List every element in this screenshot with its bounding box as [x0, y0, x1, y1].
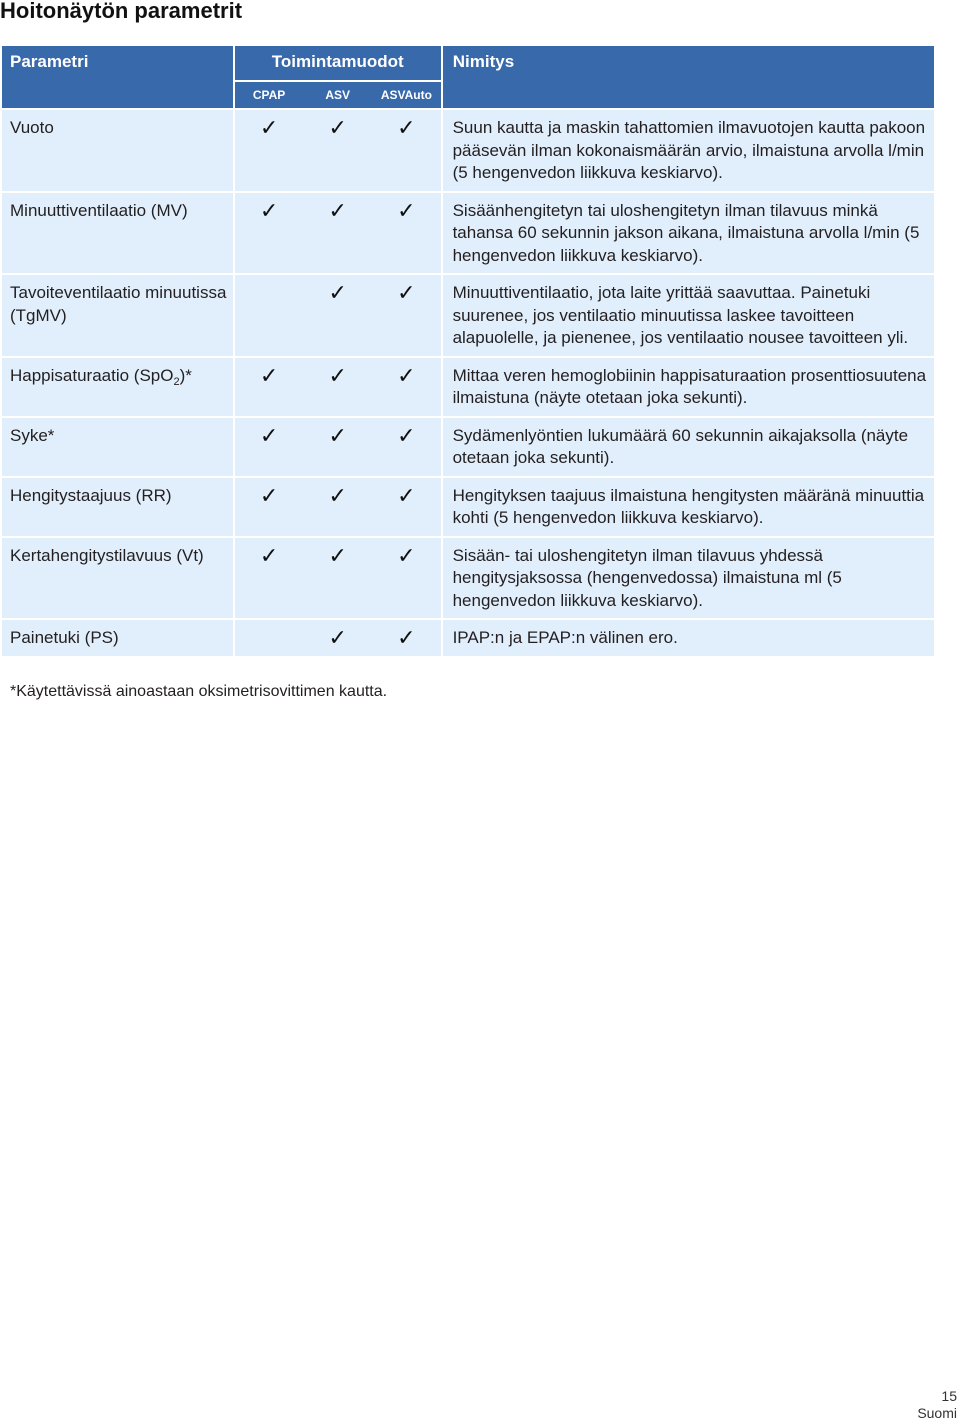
description-cell: [443, 275, 934, 356]
parameter-name: Tavoiteventilaatio minuutissa (TgMV): [10, 283, 227, 325]
mode-asv: ASV: [325, 88, 351, 102]
table-row: [2, 538, 934, 619]
description-text: Hengityksen taajuus ilmaistuna hengitysten määränä minuuttia kohti (5 hengenvedon liikkuva keskiarvo).: [452, 485, 925, 527]
parameter-cell: [2, 110, 233, 191]
table-row: [2, 110, 934, 191]
header-name: [443, 46, 934, 108]
parameter-cell: [2, 538, 233, 619]
description-text: Minuuttiventilaatio, jota laite yrittää saavuttaa. Painetuki suurenee, jos ventilaatio minuutissa laskee tavoitteen alapuolelle, ja pienenee, jos ventilaatio nousee tavoitteen yli.: [452, 283, 909, 347]
parameter-cell: [2, 418, 233, 476]
header-modes-label: Toimintamuodot: [271, 52, 404, 71]
parameter-cell: [2, 275, 233, 356]
description-cell: [443, 418, 934, 476]
table-header: [2, 46, 934, 108]
table-row: [2, 620, 934, 656]
modes-cell: [235, 478, 441, 536]
checkmark-icon: ✓: [397, 115, 416, 140]
parameter-cell: [2, 193, 233, 274]
description-text: Sydämenlyöntien lukumäärä 60 sekunnin aikajaksolla (näyte otetaan joka sekunti).: [452, 425, 909, 467]
checkmark-icon: ✓: [397, 542, 416, 568]
parameter-cell: [2, 358, 233, 416]
checkmark-icon: ✓: [259, 482, 279, 508]
parameter-cell: [2, 478, 233, 536]
checkmark-icon: ✓: [259, 362, 279, 388]
page-language: Suomi: [917, 1405, 957, 1421]
modes-cell: [235, 110, 441, 191]
header-name-label: Nimitys: [452, 52, 515, 71]
checkmark-icon: ✓: [259, 115, 279, 140]
description-cell: [443, 538, 934, 619]
modes-cell: [235, 193, 441, 274]
description-text: Sisäänhengitetyn tai uloshengitetyn ilman tilavuus minkä tahansa 60 sekunnin jakson aikana, ilmaistuna arvolla l/min (5 hengenvedon liikkuva keskiarvo).: [452, 200, 920, 265]
checkmark-icon: ✓: [397, 362, 416, 388]
table-row: [2, 193, 934, 274]
footnote: *Käytettävissä ainoastaan oksimetrisovittimen kautta.: [10, 683, 388, 700]
header-mode-list: [235, 82, 441, 108]
description-text: Suun kautta ja maskin tahattomien ilmavuotojen kautta pakoon pääsevän ilman kokonaismäärän arvio, ilmaistuna arvolla l/min (5 hengenvedon liikkuva keskiarvo).: [452, 118, 926, 182]
checkmark-icon: ✓: [328, 542, 347, 568]
modes-cell: [235, 538, 441, 619]
parameter-name: Painetuki (PS): [10, 628, 119, 647]
header-parameter-label: Parametri: [10, 52, 89, 71]
checkmark-icon: ✓: [328, 197, 347, 223]
parameter-name: Happisaturaatio (SpO: [10, 365, 174, 385]
checkmark-icon: ✓: [328, 482, 347, 508]
table-row: [2, 418, 934, 476]
checkmark-icon: ✓: [328, 625, 347, 650]
checkmark-icon: ✓: [397, 280, 416, 305]
modes-cell: [235, 358, 441, 416]
parameters-table: [2, 46, 934, 656]
checkmark-icon: ✓: [397, 197, 416, 223]
mode-cpap: CPAP: [252, 88, 286, 102]
page-title: Hoitonäytön parametrit: [0, 0, 243, 23]
checkmark-icon: ✓: [328, 422, 347, 448]
description-cell: [443, 193, 934, 274]
modes-cell: [235, 418, 441, 476]
page-footer: [917, 1388, 957, 1422]
table-row: [2, 275, 934, 356]
modes-cell: [235, 620, 441, 656]
parameter-suffix: )*: [179, 365, 192, 385]
empty-check-slot: [235, 282, 304, 350]
description-text: Sisään- tai uloshengitetyn ilman tilavuus yhdessä hengitysjaksossa (hengenvedossa) ilmaistuna ml (5 hengenvedon liikkuva keskiarvo).: [452, 545, 842, 610]
checkmark-icon: ✓: [259, 422, 279, 448]
parameter-name: Kertahengitystilavuus (Vt): [10, 545, 204, 565]
description-text: IPAP:n ja EPAP:n välinen ero.: [452, 628, 678, 647]
checkmark-icon: ✓: [397, 625, 416, 650]
table-row: [2, 478, 934, 536]
parameter-name: Vuoto: [10, 118, 54, 137]
checkmark-icon: ✓: [328, 362, 347, 388]
checkmark-icon: ✓: [259, 197, 279, 223]
modes-cell: [235, 275, 441, 356]
description-cell: [443, 110, 934, 191]
header-parameter: [2, 46, 233, 108]
table-body: [2, 110, 934, 656]
description-cell: [443, 620, 934, 656]
header-modes-group: [235, 46, 441, 108]
checkmark-icon: ✓: [397, 482, 416, 508]
header-modes: [235, 46, 441, 80]
parameter-name: Hengitystaajuus (RR): [10, 485, 172, 505]
description-cell: [443, 478, 934, 536]
description-text: Mittaa veren hemoglobiinin happisaturaation prosenttiosuutena ilmaistuna (näyte otetaan joka sekunti).: [452, 365, 927, 407]
mode-asvauto: ASVAuto: [380, 88, 432, 102]
parameter-subscript: 2: [173, 375, 180, 388]
empty-check-slot: [235, 627, 304, 650]
table-row: [2, 358, 934, 416]
checkmark-icon: ✓: [328, 280, 347, 305]
parameter-name: Syke*: [10, 425, 55, 445]
parameter-name: Minuuttiventilaatio (MV): [10, 200, 188, 220]
parameter-cell: [2, 620, 233, 656]
checkmark-icon: ✓: [328, 115, 347, 140]
checkmark-icon: ✓: [259, 542, 279, 568]
checkmark-icon: ✓: [397, 422, 416, 448]
page-number: 15: [941, 1388, 957, 1404]
description-cell: [443, 358, 934, 416]
